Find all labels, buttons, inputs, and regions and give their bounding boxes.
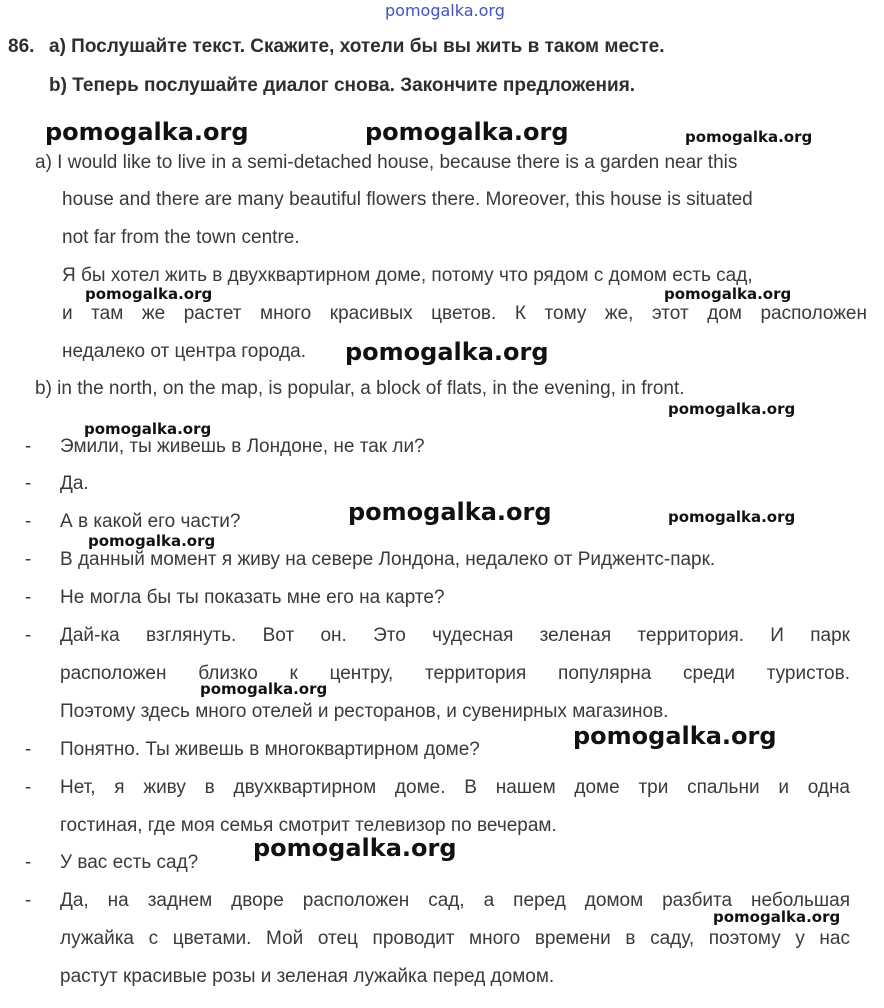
watermark: pomogalka.org <box>713 908 841 926</box>
watermark: pomogalka.org <box>85 285 213 303</box>
watermark: pomogalka.org <box>685 128 813 146</box>
dash-9: - <box>25 852 32 873</box>
translation-line-2: и там же растет много красивых цветов. К тому же, этот дом расположен <box>62 303 867 324</box>
dash-10: - <box>25 890 32 911</box>
dialogue-line-10b: лужайка с цветами. Мой отец проводит много времени в саду, поэтому у нас <box>60 928 850 949</box>
dialogue-line-8b: гостиная, где моя семья смотрит телевизор по вечерам. <box>60 815 557 836</box>
watermark: pomogalka.org <box>88 532 216 550</box>
watermark: pomogalka.org <box>573 722 777 750</box>
watermark: pomogalka.org <box>348 498 552 526</box>
dialogue-line-5: Не могла бы ты показать мне его на карте? <box>60 587 445 608</box>
dialogue-line-2: Да. <box>60 473 89 494</box>
dialogue-line-9: У вас есть сад? <box>60 852 199 873</box>
watermark: pomogalka.org <box>253 834 457 862</box>
answer-a-line-2: house and there are many beautiful flowers there. Moreover, this house is situated <box>62 189 753 210</box>
dialogue-line-6c: Поэтому здесь много отелей и ресторанов, и сувенирных магазинов. <box>60 701 669 722</box>
dash-6: - <box>25 625 32 646</box>
top-watermark[interactable]: pomogalka.org <box>385 1 505 20</box>
dialogue-line-6: Дай-ка взглянуть. Вот он. Это чудесная зеленая территория. И парк <box>60 625 850 646</box>
watermark: pomogalka.org <box>345 338 549 366</box>
dash-5: - <box>25 587 32 608</box>
watermark: pomogalka.org <box>84 420 212 438</box>
dialogue-line-4: В данный момент я живу на севере Лондона, недалеко от Риджентс-парк. <box>60 549 716 570</box>
task-a-instruction: a) Послушайте текст. Скажите, хотели бы вы жить в таком месте. <box>49 36 665 57</box>
dash-1: - <box>25 436 32 457</box>
watermark: pomogalka.org <box>45 118 249 146</box>
watermark: pomogalka.org <box>668 508 796 526</box>
dash-4: - <box>25 549 32 570</box>
dialogue-line-10: Да, на заднем дворе расположен сад, а перед домом разбита небольшая <box>60 890 850 911</box>
dialogue-line-7: Понятно. Ты живешь в многоквартирном доме? <box>60 739 480 760</box>
task-b-instruction: b) Теперь послушайте диалог снова. Закончите предложения. <box>49 75 636 96</box>
dash-3: - <box>25 511 32 532</box>
dialogue-line-3: А в какой его части? <box>60 511 241 532</box>
watermark: pomogalka.org <box>365 118 569 146</box>
answer-a-line-1: a) I would like to live in a semi-detached house, because there is a garden near this <box>35 152 738 173</box>
answer-a-line-3: not far from the town centre. <box>62 227 300 248</box>
dash-7: - <box>25 739 32 760</box>
answer-b: b) in the north, on the map, is popular, a block of flats, in the evening, in front. <box>35 378 685 399</box>
watermark: pomogalka.org <box>668 400 796 418</box>
dash-2: - <box>25 473 32 494</box>
dialogue-line-8: Нет, я живу в двухквартирном доме. В нашем доме три спальни и одна <box>60 777 850 798</box>
dialogue-line-10c: растут красивые розы и зеленая лужайка перед домом. <box>60 966 555 987</box>
dash-8: - <box>25 777 32 798</box>
watermark: pomogalka.org <box>200 680 328 698</box>
translation-line-3: недалеко от центра города. <box>62 341 307 362</box>
task-number: 86. <box>8 36 35 57</box>
watermark: pomogalka.org <box>664 285 792 303</box>
dialogue-line-6b: расположен близко к центру, территория популярна среди туристов. <box>60 663 850 684</box>
translation-line-1: Я бы хотел жить в двухквартирном доме, потому что рядом с домом есть сад, <box>62 265 753 286</box>
dialogue-line-1: Эмили, ты живешь в Лондоне, не так ли? <box>60 436 425 457</box>
